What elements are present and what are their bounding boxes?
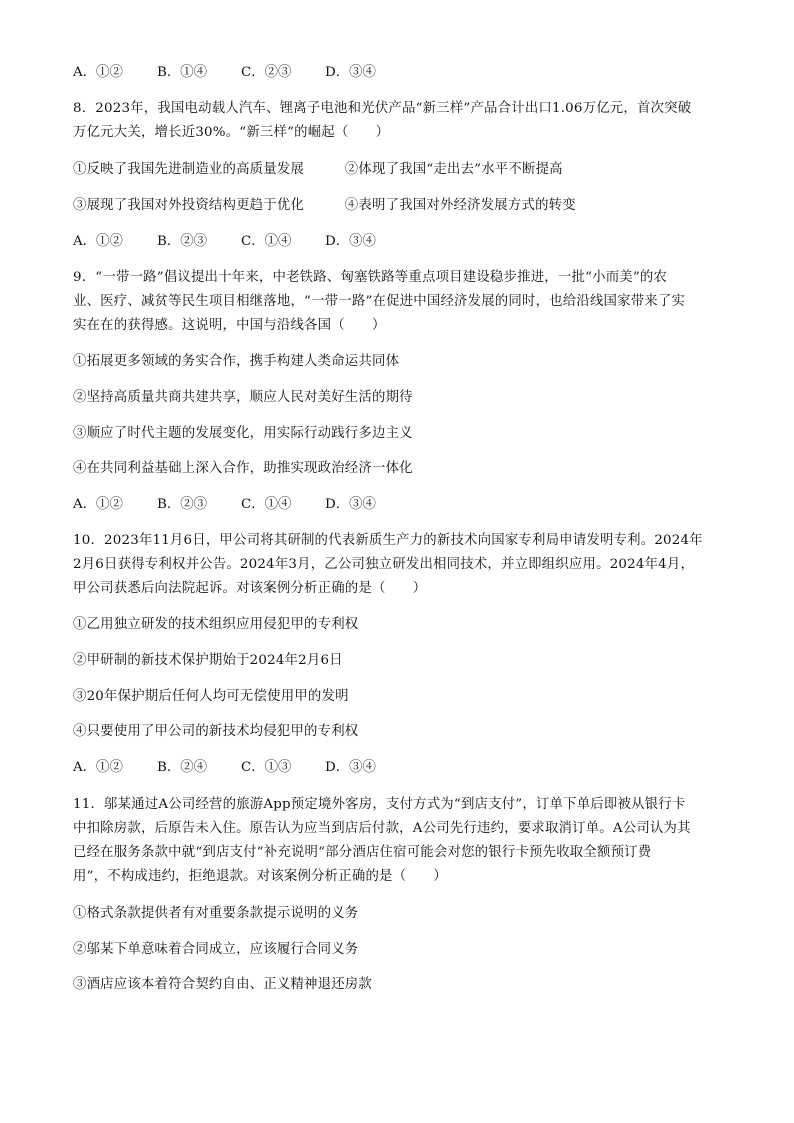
q10-stem-line-3: 甲公司获悉后向法院起诉。对该案例分析正确的是（ ） bbox=[73, 581, 427, 596]
q8-choice-b: B．②③ bbox=[157, 234, 208, 249]
q11-option-1: ①格式条款提供者有对重要条款提示说明的义务 bbox=[73, 906, 359, 921]
q10-choice-d: D．③④ bbox=[325, 760, 376, 775]
q8-stem-line-2: 万亿元大关，增长近30%。“新三样”的崛起（ ） bbox=[73, 125, 390, 140]
q10-option-3: ③20年保护期后任何人均可无偿使用甲的发明 bbox=[73, 689, 349, 704]
q10-choice-b: B．②④ bbox=[157, 760, 208, 775]
q9-option-3: ③顺应了时代主题的发展变化，用实际行动践行多边主义 bbox=[73, 426, 413, 441]
q11-option-2: ②邬某下单意味着合同成立，应该履行合同义务 bbox=[73, 942, 359, 957]
q9-stem-line-2: 业、医疗、减贫等民生项目相继落地，“一带一路”在促进中国经济发展的同时，也给沿线国家带来了实 bbox=[73, 294, 686, 309]
q7-choice-b: B．①④ bbox=[157, 65, 208, 80]
q11-stem-line-1: 11．邬某通过A公司经营的旅游App预定境外客房，支付方式为“到店支付”，订单下单后即被从银行卡 bbox=[73, 797, 686, 812]
q9-option-2: ②坚持高质量共商共建共享，顺应人民对美好生活的期待 bbox=[73, 390, 413, 405]
q9-choice-a: A．①② bbox=[73, 497, 123, 512]
q10-option-1: ①乙用独立研发的技术组织应用侵犯甲的专利权 bbox=[73, 617, 359, 632]
q7-choice-c: C．②③ bbox=[241, 65, 292, 80]
q9-stem-line-3: 实在在的获得感。这说明，中国与沿线各国（ ） bbox=[73, 318, 386, 333]
q8-options-1-2: ①反映了我国先进制造业的高质量发展 ②体现了我国“走出去”水平不断提高 bbox=[73, 162, 563, 177]
q10-option-4: ④只要使用了甲公司的新技术均侵犯甲的专利权 bbox=[73, 724, 359, 739]
q8-choice-c: C．①④ bbox=[241, 234, 292, 249]
q9-choice-c: C．①④ bbox=[241, 497, 292, 512]
q9-choice-d: D．③④ bbox=[325, 497, 376, 512]
q9-option-1: ①拓展更多领域的务实合作，携手构建人类命运共同体 bbox=[73, 354, 400, 369]
q7-choice-a: A．①② bbox=[73, 65, 123, 80]
q10-stem-line-1: 10．2023年11月6日，甲公司将其研制的代表新质生产力的新技术向国家专利局申请发明专利。2024年 bbox=[73, 533, 703, 548]
q8-options-3-4: ③展现了我国对外投资结构更趋于优化 ④表明了我国对外经济发展方式的转变 bbox=[73, 198, 576, 213]
q9-choices bbox=[73, 495, 376, 515]
q11-option-3: ③酒店应该本着符合契约自由、正义精神退还房款 bbox=[73, 977, 372, 992]
q9-choice-b: B．②③ bbox=[157, 497, 208, 512]
q7-choice-d: D．③④ bbox=[325, 65, 376, 80]
q10-option-2: ②甲研制的新技术保护期始于2024年2月6日 bbox=[73, 653, 343, 668]
q10-stem-line-2: 2月6日获得专利权并公告。2024年3月，乙公司独立研发出相同技术，并立即组织应用。2024年4月， bbox=[73, 557, 695, 572]
q10-choice-a: A．①② bbox=[73, 760, 123, 775]
q7-choices bbox=[73, 63, 376, 83]
q8-choice-d: D．③④ bbox=[325, 234, 376, 249]
q10-choices bbox=[73, 758, 376, 778]
q11-stem-line-3: 已经在服务条款中就“到店支付”补充说明“部分酒店住宿可能会对您的银行卡预先收取全额预订费 bbox=[73, 845, 652, 860]
q9-stem-line-1: 9．“一带一路”倡议提出十年来，中老铁路、匈塞铁路等重点项目建设稳步推进，一批“小而美”的农 bbox=[73, 270, 668, 285]
q8-choice-a: A．①② bbox=[73, 234, 123, 249]
q8-stem-line-1: 8．2023年，我国电动载人汽车、锂离子电池和光伏产品“新三样”产品合计出口1.06万亿元，首次突破 bbox=[73, 101, 692, 116]
q8-choices bbox=[73, 232, 376, 252]
q11-stem-line-2: 中扣除房款，后原告未入住。原告认为应当到店后付款，A公司先行违约，要求取消订单。A公司认为其 bbox=[73, 821, 691, 836]
q11-stem-line-4: 用”，不构成违约，拒绝退款。对该案例分析正确的是（ ） bbox=[73, 869, 447, 884]
q9-option-4: ④在共同利益基础上深入合作，助推实现政治经济一体化 bbox=[73, 461, 413, 476]
q10-choice-c: C．①③ bbox=[241, 760, 292, 775]
